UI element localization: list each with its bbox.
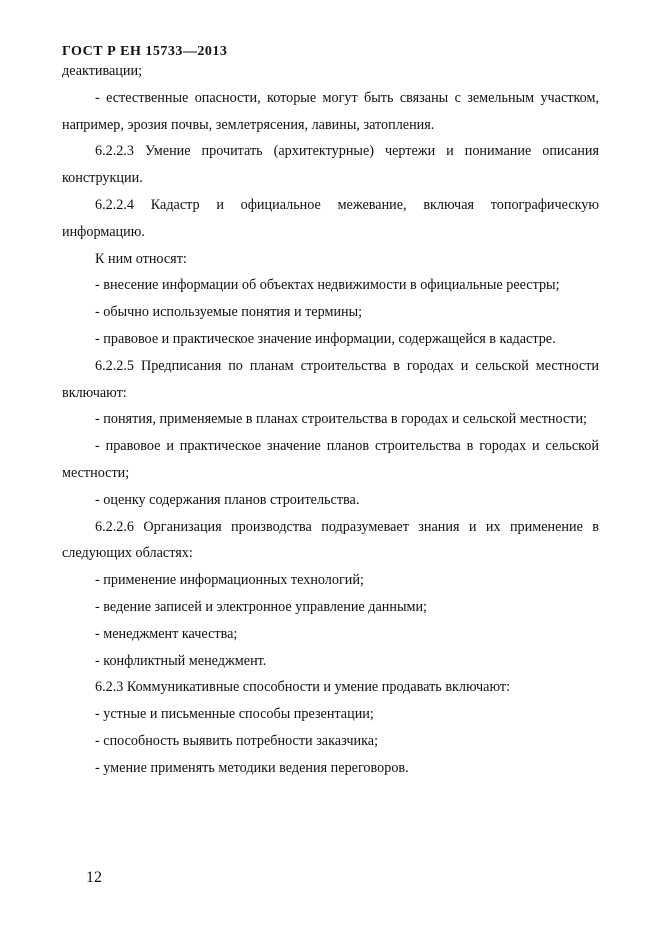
- list-item: - понятия, применяемые в планах строительства в городах и сельской местности;: [95, 411, 588, 428]
- list-item: - внесение информации об объектах недвижимости в официальные реестры;: [95, 277, 560, 294]
- section-paragraph: 6.2.2.5 Предписания по планам строительства в городах и сельской местности включают:: [62, 357, 599, 401]
- page-number: 12: [86, 869, 102, 886]
- list-item: - умение применять методики ведения переговоров.: [95, 759, 409, 776]
- section-paragraph: 6.2.2.3 Умение прочитать (архитектурные) чертежи и понимание описания конструкции.: [62, 143, 599, 187]
- paragraph: деактивации;: [62, 63, 143, 79]
- list-item: - ведение записей и электронное управление данными;: [95, 598, 427, 615]
- list-item: - правовое и практическое значение информации, содержащейся в кадастре.: [95, 330, 556, 347]
- list-item: - способность выявить потребности заказчика;: [95, 732, 379, 749]
- section-paragraph: 6.2.2.4 Кадастр и официальное межевание, включая топографическую информацию.: [62, 196, 599, 240]
- list-item: - правовое и практическое значение планов строительства в городах и сельской местности;: [62, 438, 599, 481]
- paragraph: К ним относят:: [95, 250, 187, 267]
- list-item: - естественные опасности, которые могут быть связаны с земельным участком, например, эрозия почвы, землетрясения, лавины, затопления.: [62, 89, 599, 133]
- list-item: - менеджмент качества;: [95, 625, 238, 642]
- document-header: ГОСТ Р ЕН 15733—2013: [62, 44, 228, 59]
- list-item: - обычно используемые понятия и термины;: [95, 304, 363, 321]
- list-item: - устные и письменные способы презентации;: [95, 706, 374, 723]
- document-body: [62, 58, 599, 782]
- section-paragraph: 6.2.2.6 Организация производства подразумевает знания и их применение в следующих областях:: [62, 518, 599, 562]
- list-item: - конфликтный менеджмент.: [95, 652, 267, 669]
- section-paragraph: 6.2.3 Коммуникативные способности и умение продавать включают:: [95, 679, 511, 696]
- list-item: - применение информационных технологий;: [95, 572, 364, 589]
- list-item: - оценку содержания планов строительства.: [95, 491, 360, 508]
